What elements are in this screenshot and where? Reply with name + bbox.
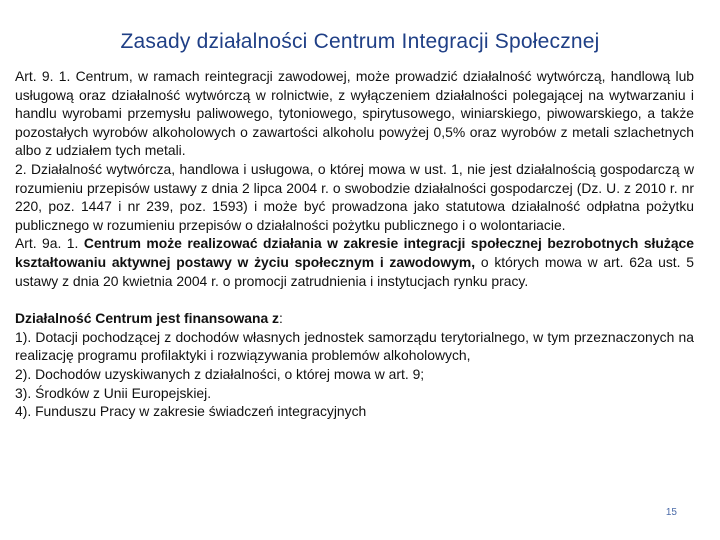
financing-item-3: 3). Środków z Unii Europejskiej.: [15, 384, 212, 401]
section-spacer: [15, 290, 694, 309]
art-9-number: 1.: [58, 68, 71, 84]
financing-item-1: 1). Dotacji pochodzącej z dochodów własnych jednostek samorządu terytorialnego, w tym przeznaczonych na realizację programu profilaktyki i rozwiązywania problemów alkoholowych,: [15, 328, 694, 364]
slide-title: Zasady działalności Centrum Integracji Społecznej: [120, 30, 600, 53]
art-9a-paragraph: [15, 234, 694, 290]
art-9a-text: o których mowa w art. 62a ust. 5 ustawy z dnia 20 kwietnia 2004 r. o promocji zatrudnienia i instytucjach rynku pracy.: [15, 253, 694, 289]
financing-heading: [15, 309, 694, 328]
page-number: 15: [665, 507, 677, 518]
financing-item-4: 4). Funduszu Pracy w zakresie świadczeń integracyjnych: [15, 403, 367, 420]
art-9a-prefix: Art. 9a. 1.: [15, 235, 79, 252]
art-9a-bold-text: Centrum może realizować działania w zakresie integracji społecznej bezrobotnych służące kształtowaniu aktywnej postawy w życiu społecznym i zawodowym,: [15, 235, 695, 270]
financing-heading-suffix: :: [278, 310, 283, 327]
slide-content: [15, 67, 694, 421]
art-9-text-1: Centrum, w ramach reintegracji zawodowej, może prowadzić działalność wytwórczą, handlową lub usługową oraz działalność wytwórczą w rolnictwie, z wyłączeniem działalności polegającej na wytwarzaniu i handlu wyrobami przemysłu paliwowego, tytoniowego, spirytusowego, winiarskiego, piwowarskiego, a także pozostałych wyrobów alkoholowych o zawartości alkoholu powyżej 0,5% oraz wyrobów z metali szlachetnych albo z udziałem tych metali.: [15, 68, 695, 159]
art-9-prefix: Art. 9.: [15, 68, 54, 84]
art-9-paragraph-1: [15, 67, 694, 160]
financing-item-2: 2). Dochodów uzyskiwanych z działalności, o której mowa w art. 9;: [15, 365, 425, 382]
financing-heading-text: Działalność Centrum jest finansowana z: [15, 310, 279, 327]
art-9-paragraph-2: 2. Działalność wytwórcza, handlowa i usługowa, o której mowa w ust. 1, nie jest działalnością gospodarczą w rozumieniu przepisów ustawy z dnia 2 lipca 2004 r. o swobodzie działalności gospodarczej (Dz. U. z 2010 r. nr 220, poz. 1447 i nr 239, poz. 1593) i może być prowadzona jako statutowa działalność odpłatna pożytku publicznego w rozumieniu przepisów o działalności pożytku publicznego i o wolontariacie.: [15, 160, 694, 233]
